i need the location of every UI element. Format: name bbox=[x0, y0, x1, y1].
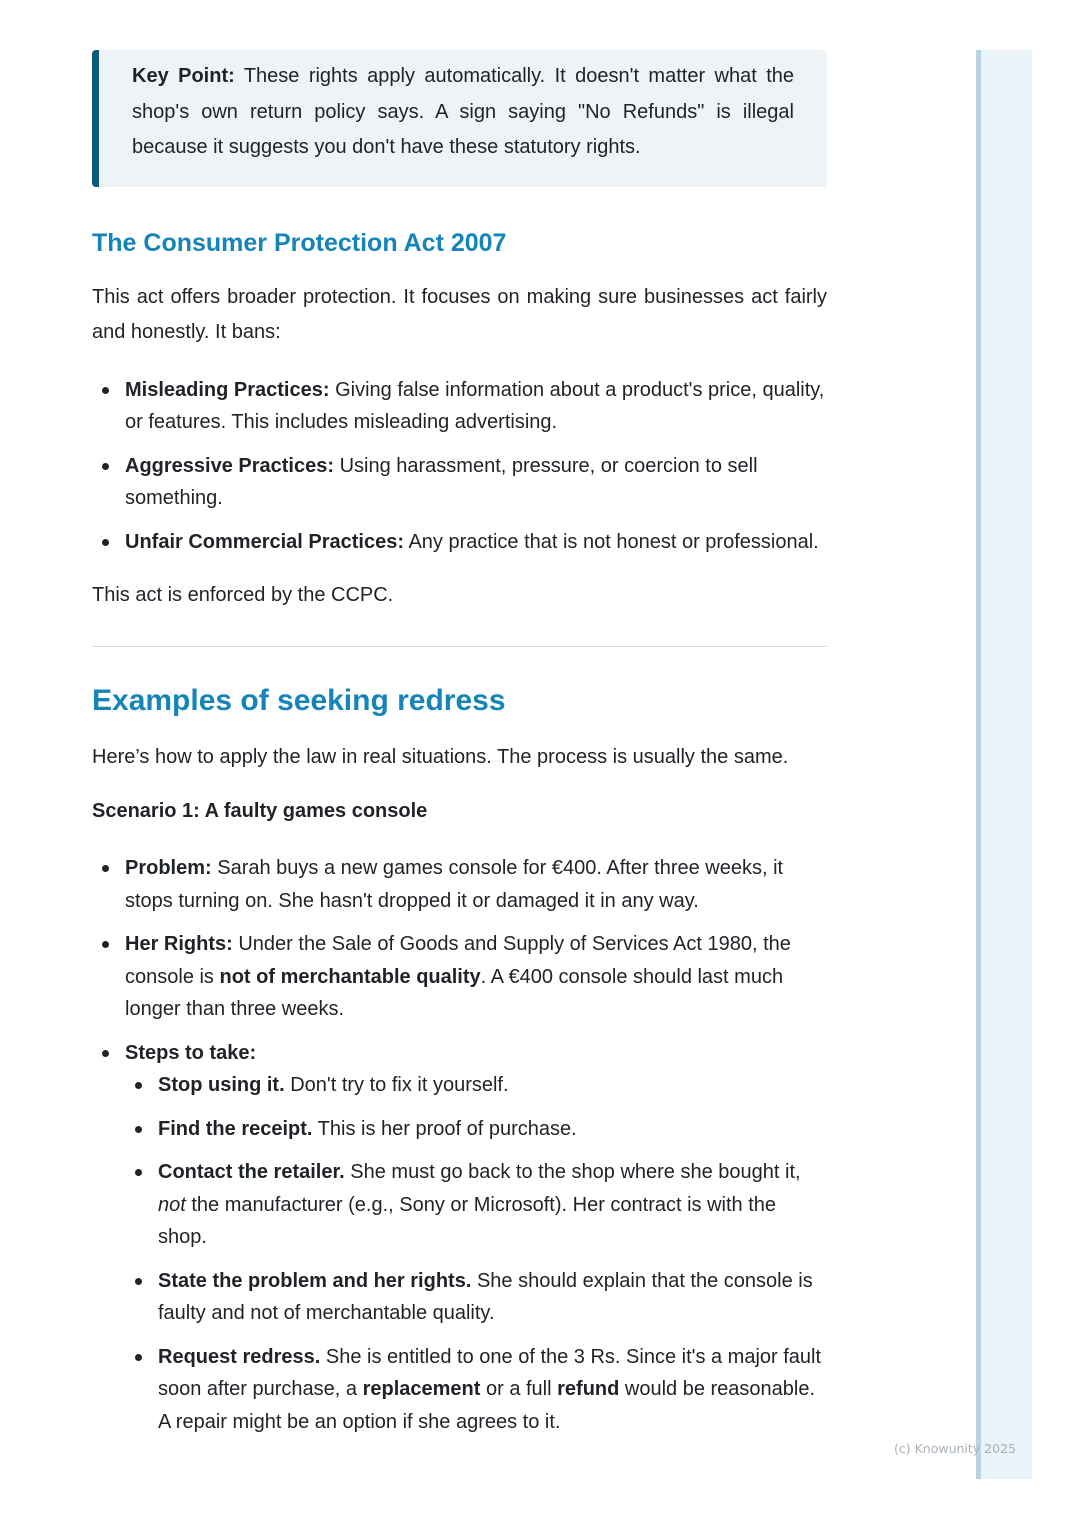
list-item: Aggressive Practices: Using harassment, pressure, or coercion to sell something. bbox=[92, 450, 827, 515]
copyright-footer: (c) Knowunity 2025 bbox=[894, 1441, 1016, 1456]
key-point-callout bbox=[92, 50, 827, 187]
list-item: Find the receipt. This is her proof of purchase. bbox=[125, 1113, 827, 1146]
list-item: Misleading Practices: Giving false information about a product's price, quality, or features. This includes misleading advertising. bbox=[92, 374, 827, 439]
scenario-list bbox=[92, 852, 827, 1438]
key-point-label: Key Point: bbox=[132, 65, 235, 87]
list-item: Unfair Commercial Practices: Any practice that is not honest or professional. bbox=[92, 526, 827, 559]
cpa-intro: This act offers broader protection. It focuses on making sure businesses act fairly and honestly. It bans: bbox=[92, 285, 827, 343]
list-item: Her Rights: Under the Sale of Goods and Supply of Services Act 1980, the console is not of merchantable quality. A €400 console should last much longer than three weeks. bbox=[92, 928, 827, 1026]
steps-list bbox=[125, 1069, 827, 1438]
cpa-heading: The Consumer Protection Act 2007 bbox=[92, 228, 507, 257]
document-content bbox=[92, 50, 827, 1438]
cpa-bans-list bbox=[92, 374, 827, 559]
list-item: Problem: Sarah buys a new games console for €400. After three weeks, it stops turning on. She hasn't dropped it or damaged it in any way. bbox=[92, 852, 827, 917]
list-item: Request redress. She is entitled to one of the 3 Rs. Since it's a major fault soon after purchase, a replacement or a full refund would be reasonable. A repair might be an option if she agrees to it. bbox=[125, 1341, 827, 1439]
list-item: State the problem and her rights. She should explain that the console is faulty and not of merchantable quality. bbox=[125, 1265, 827, 1330]
list-item: Contact the retailer. She must go back to the shop where she bought it, not the manufacturer (e.g., Sony or Microsoft). Her contract is with the shop. bbox=[125, 1156, 827, 1254]
key-point-text: Key Point: These rights apply automatically. It doesn't matter what the shop's own return policy says. A sign saying "No Refunds" is illegal because it suggests you don't have these statutory rights. bbox=[132, 65, 794, 158]
section-divider bbox=[92, 646, 827, 647]
side-margin-panel bbox=[976, 50, 1032, 1479]
cpa-enforced: This act is enforced by the CCPC. bbox=[92, 584, 394, 606]
redress-intro: Here’s how to apply the law in real situations. The process is usually the same. bbox=[92, 745, 789, 768]
scenario-title: Scenario 1: A faulty games console bbox=[92, 800, 428, 822]
list-item: Stop using it. Don't try to fix it yourself. bbox=[125, 1069, 827, 1102]
list-item: Steps to take: Stop using it. Don't try to fix it yourself. Find the receipt. This is her proof of purchase. Contact the retailer. She must go back to the shop where she bought it, not the manufacturer (e.g., Sony or Microsoft). Her contract is with the shop. State the problem and her rights. She should explain that the console is faulty and not of merchantable quality. Request redress. She is entitled to one of the 3 Rs. Since it's a major fault soon after purchase, a replacement or a full refund would be reasonable. A repair might be an option if she agrees to it. bbox=[92, 1037, 827, 1439]
redress-heading: Examples of seeking redress bbox=[92, 683, 506, 717]
